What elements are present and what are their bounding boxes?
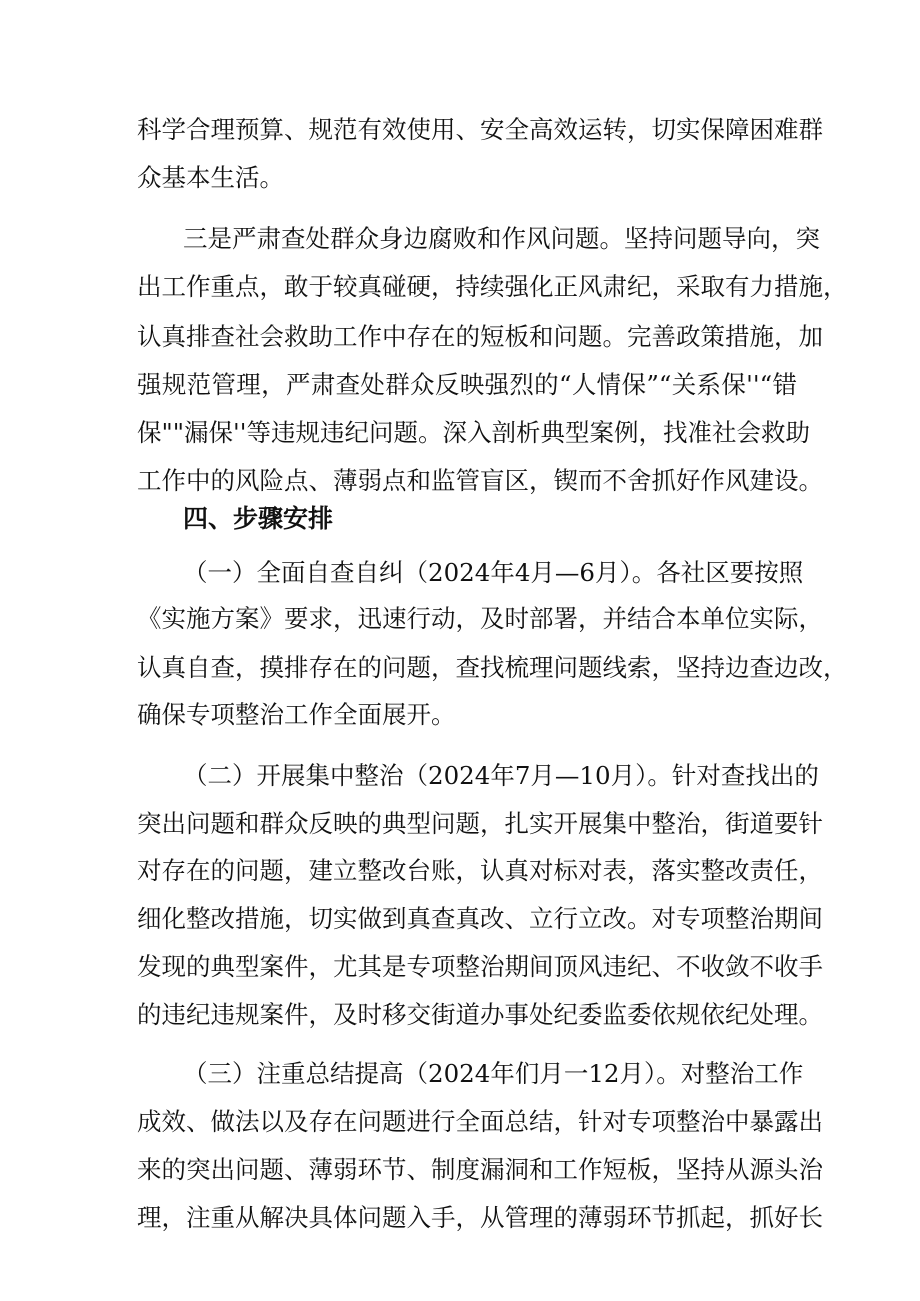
paragraph-three-line-1: 三是严肃查处群众身边腐败和作风问题。坚持问题导向，突 [183, 224, 820, 253]
paragraph-three-line-3: 认真排查社会救助工作中存在的短板和问题。完善政策措施，加 [137, 322, 823, 351]
paragraph-intro-line-1: 科学合理预算、规范有效使用、安全高效运转，切实保障困难群 [137, 115, 823, 144]
paragraph-three-line-2: 出工作重点，敢于较真碰硬，持续强化正风肃纪，采取有力措施， [137, 272, 848, 301]
step-one-line-1: （一）全面自查自纠（2024年4月—6月）。各社区要按照 [183, 558, 804, 587]
paragraph-three-line-5: 保""漏保''等违规违纪问题。深入剖析典型案例，找准社会救助 [137, 418, 811, 447]
step-one-line-2: 《实施方案》要求，迅速行动，及时部署，并结合本单位实际， [137, 604, 823, 633]
step-two-line-4: 细化整改措施，切实做到真查真改、立行立改。对专项整治期间 [137, 904, 823, 933]
section-heading: 四、步骤安排 [183, 504, 334, 533]
paragraph-three-line-4: 强规范管理，严肃查处群众反映强烈的“人情保”“关系保''“错 [137, 370, 797, 399]
step-two-line-1: （二）开展集中整治（2024年7月—10月）。针对查找出的 [183, 761, 819, 790]
step-three-line-4: 理，注重从解决具体问题入手，从管理的薄弱环节抓起，抓好长 [137, 1203, 823, 1232]
step-two-line-5: 发现的典型案件，尤其是专项整治期间顶风违纪、不收敛不收手 [137, 952, 823, 981]
step-two-line-3: 对存在的问题，建立整改台账，认真对标对表，落实整改责任， [137, 856, 823, 885]
paragraph-intro-line-2: 众基本生活。 [137, 163, 284, 192]
step-two-line-6: 的违纪违规案件，及时移交街道办事处纪委监委依规依纪处理。 [137, 1000, 823, 1029]
step-three-line-1: （三）注重总结提高（2024年们月一12月）。对整治工作 [183, 1059, 804, 1088]
step-three-line-2: 成效、做法以及存在问题进行全面总结，针对专项整治中暴露出 [137, 1107, 823, 1136]
step-two-line-2: 突出问题和群众反映的典型问题，扎实开展集中整治，街道要针 [137, 809, 823, 838]
step-one-line-4: 确保专项整治工作全面展开。 [137, 700, 456, 729]
step-one-line-3: 认真自查，摸排存在的问题，查找梳理问题线索，坚持边查边改， [137, 653, 848, 682]
paragraph-three-line-6: 工作中的风险点、薄弱点和监管盲区，锲而不舍抓好作风建设。 [137, 466, 823, 495]
step-three-line-3: 来的突出问题、薄弱环节、制度漏洞和工作短板，坚持从源头治 [137, 1155, 823, 1184]
